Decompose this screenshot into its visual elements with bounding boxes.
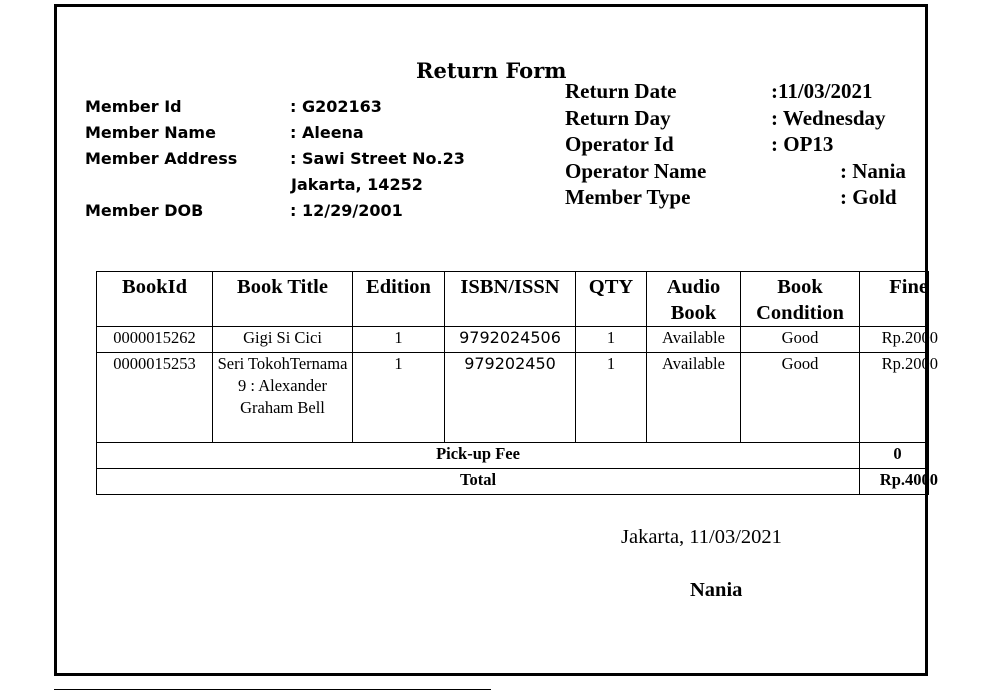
member-id-value: : G202163 <box>290 97 382 116</box>
cell-book-title: Seri TokohTernama 9 : Alexander Graham Bell <box>213 353 353 443</box>
member-dob-value: : 12/29/2001 <box>290 201 403 220</box>
member-address-label: Member Address <box>85 149 238 168</box>
header-book-id: BookId <box>97 272 213 327</box>
member-id-label: Member Id <box>85 97 182 116</box>
total-label: Total <box>97 469 860 495</box>
member-type-label: Member Type <box>565 185 691 209</box>
member-address-value-line2: Jakarta, 14252 <box>291 175 423 194</box>
header-book-condition: Book Condition <box>741 272 860 327</box>
cell-book-id: 0000015262 <box>97 327 213 353</box>
total-row <box>97 469 929 495</box>
pickup-fee-value: 0 <box>860 443 929 469</box>
member-name-value: : Aleena <box>290 123 364 142</box>
header-book-title: Book Title <box>213 272 353 327</box>
header-fine: Fine <box>860 272 929 327</box>
header-isbn: ISBN/ISSN <box>445 272 576 327</box>
cell-audio-book: Available <box>647 353 741 443</box>
cell-fine: Rp.2000 <box>860 353 929 443</box>
member-type-value: : Gold <box>840 185 897 209</box>
operator-name-label: Operator Name <box>565 159 707 183</box>
cell-condition: Good <box>741 327 860 353</box>
cell-qty: 1 <box>576 327 647 353</box>
cell-qty: 1 <box>576 353 647 443</box>
return-date-label: Return Date <box>565 79 677 103</box>
pickup-fee-row <box>97 443 929 469</box>
return-date-value: :11/03/2021 <box>771 79 873 103</box>
member-dob-label: Member DOB <box>85 201 204 220</box>
form-title: Return Form <box>416 58 567 83</box>
operator-id-label: Operator Id <box>565 132 674 156</box>
cell-fine: Rp.2000 <box>860 327 929 353</box>
cell-book-id: 0000015253 <box>97 353 213 443</box>
header-qty: QTY <box>576 272 647 327</box>
member-name-label: Member Name <box>85 123 216 142</box>
table-row <box>97 353 929 443</box>
operator-id-value: : OP13 <box>771 132 834 156</box>
header-audio-book: Audio Book <box>647 272 741 327</box>
operator-name-value: : Nania <box>840 159 906 183</box>
total-value: Rp.4000 <box>860 469 929 495</box>
cell-audio-book: Available <box>647 327 741 353</box>
pickup-fee-label: Pick-up Fee <box>97 443 860 469</box>
return-items-table <box>96 271 938 495</box>
cell-condition: Good <box>741 353 860 443</box>
footnote-rule <box>54 689 491 690</box>
return-day-label: Return Day <box>565 106 671 130</box>
signature-name: Nania <box>690 579 743 601</box>
cell-isbn: 9792024506 <box>445 327 576 353</box>
cell-edition: 1 <box>353 327 445 353</box>
return-day-value: : Wednesday <box>771 106 886 130</box>
table-row <box>97 327 929 353</box>
member-address-value: : Sawi Street No.23 <box>290 149 465 168</box>
table-header-row <box>97 272 929 327</box>
signature-place-date: Jakarta, 11/03/2021 <box>621 526 782 548</box>
cell-isbn: 979202450 <box>445 353 576 443</box>
cell-edition: 1 <box>353 353 445 443</box>
header-edition: Edition <box>353 272 445 327</box>
cell-book-title: Gigi Si Cici <box>213 327 353 353</box>
